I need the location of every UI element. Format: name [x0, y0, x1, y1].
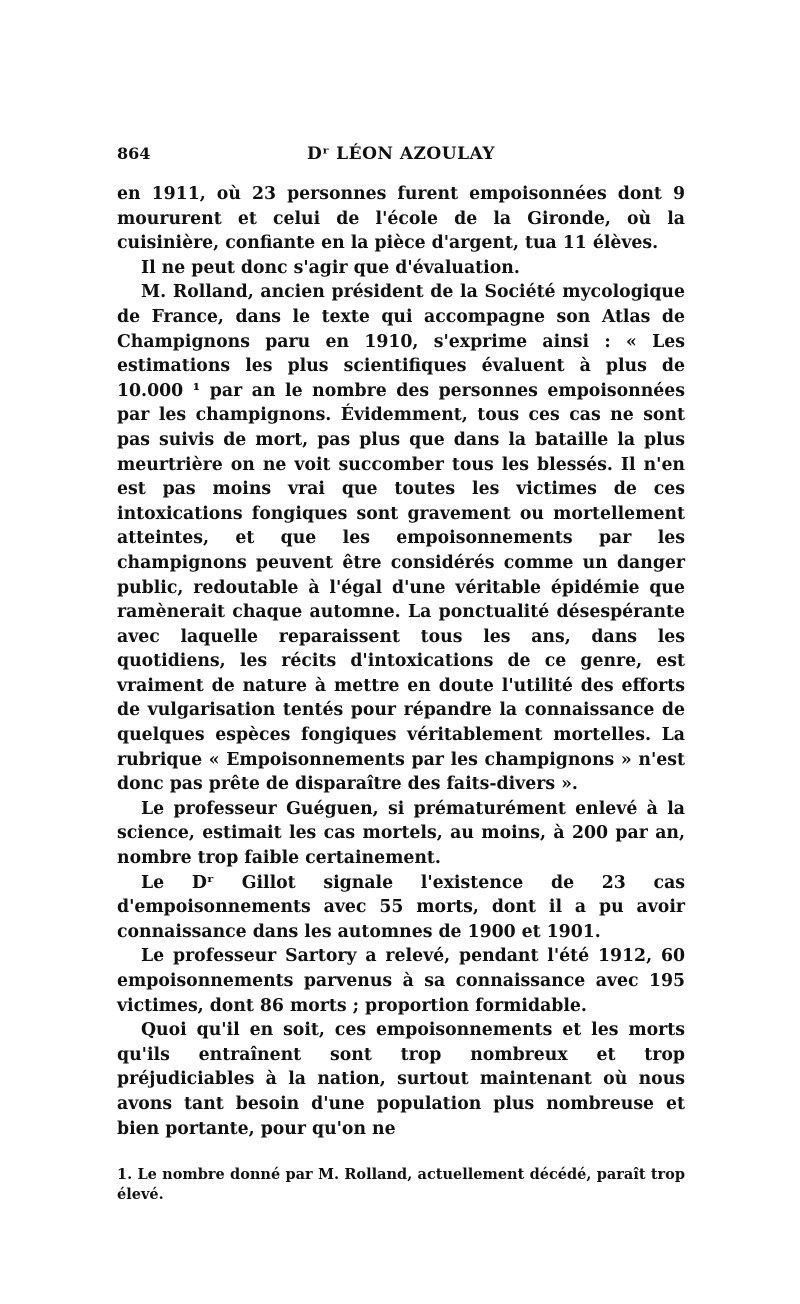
body-text	[117, 182, 685, 1141]
paragraph: Le professeur Sartory a relevé, pendant l'été 1912, 60 empoisonnements parvenus à sa connaissance avec 195 victimes, dont 86 morts ; proportion formidable.	[117, 946, 685, 1016]
paragraph: Le professeur Guéguen, si prématurément enlevé à la science, estimait les cas mortels, au moins, à 200 par an, nombre trop faible certainement.	[117, 798, 685, 869]
page-header	[117, 140, 685, 170]
footnote-area	[117, 1165, 685, 1205]
footnote: 1. Le nombre donné par M. Rolland, actuellement décédé, paraît trop élevé.	[117, 1166, 685, 1204]
paragraph: Le Dʳ Gillot signale l'existence de 23 cas d'empoisonnements avec 55 morts, dont il a pu avoir connaissance dans les automnes de 1900 et 1901.	[117, 872, 685, 942]
running-title: Dʳ LÉON AZOULAY	[306, 144, 496, 164]
paragraph-continuation: en 1911, où 23 personnes furent empoisonnées dont 9 moururent et celui de l'école de la Gironde, où la cuisinière, confiante en la pièce d'argent, tua 11 élèves.	[117, 184, 685, 254]
paragraph: M. Rolland, ancien président de la Société mycologique de France, dans le texte qui accompagne son Atlas de Champignons paru en 1910, s'exprime ainsi : « Les estimations les plus scientifiques évaluent à plus de 10.000 ¹ par an le nombre des personnes empoisonnées par les champignons. Évidemment, tous ces cas ne sont pas suivis de mort, pas plus que dans la bataille la plus meurtrière on ne voit succomber tous les blessés. Il n'en est pas moins vrai que toutes les victimes de ces intoxications fongiques sont gravement ou mortellement atteintes, et que les empoisonnements par les champignons peuvent être considérés comme un danger public, redoutable à l'égal d'une véritable épidémie que ramènerait chaque automne. La ponctualité désespérante avec laquelle reparaissent tous les ans, dans les quotidiens, les récits d'intoxications de ce genre, est vraiment de nature à mettre en doute l'utilité des efforts de vulgarisation tentés pour répandre la connaissance de quelques espèces fongiques véritablement mortelles. La rubrique « Empoisonnements par les champignons » n'est donc pas prête de disparaître des faits-divers ».	[117, 282, 685, 795]
book-page	[117, 140, 685, 1205]
paragraph: Quoi qu'il en soit, ces empoisonnements et les morts qu'ils entraînent sont trop nombreux et trop préjudiciables à la nation, surtout maintenant où nous avons tant besoin d'une population plus nombreuse et bien portante, pour qu'on ne	[117, 1020, 685, 1139]
page-number: 864	[117, 144, 151, 163]
paragraph: Il ne peut donc s'agir que d'évaluation.	[141, 257, 520, 278]
